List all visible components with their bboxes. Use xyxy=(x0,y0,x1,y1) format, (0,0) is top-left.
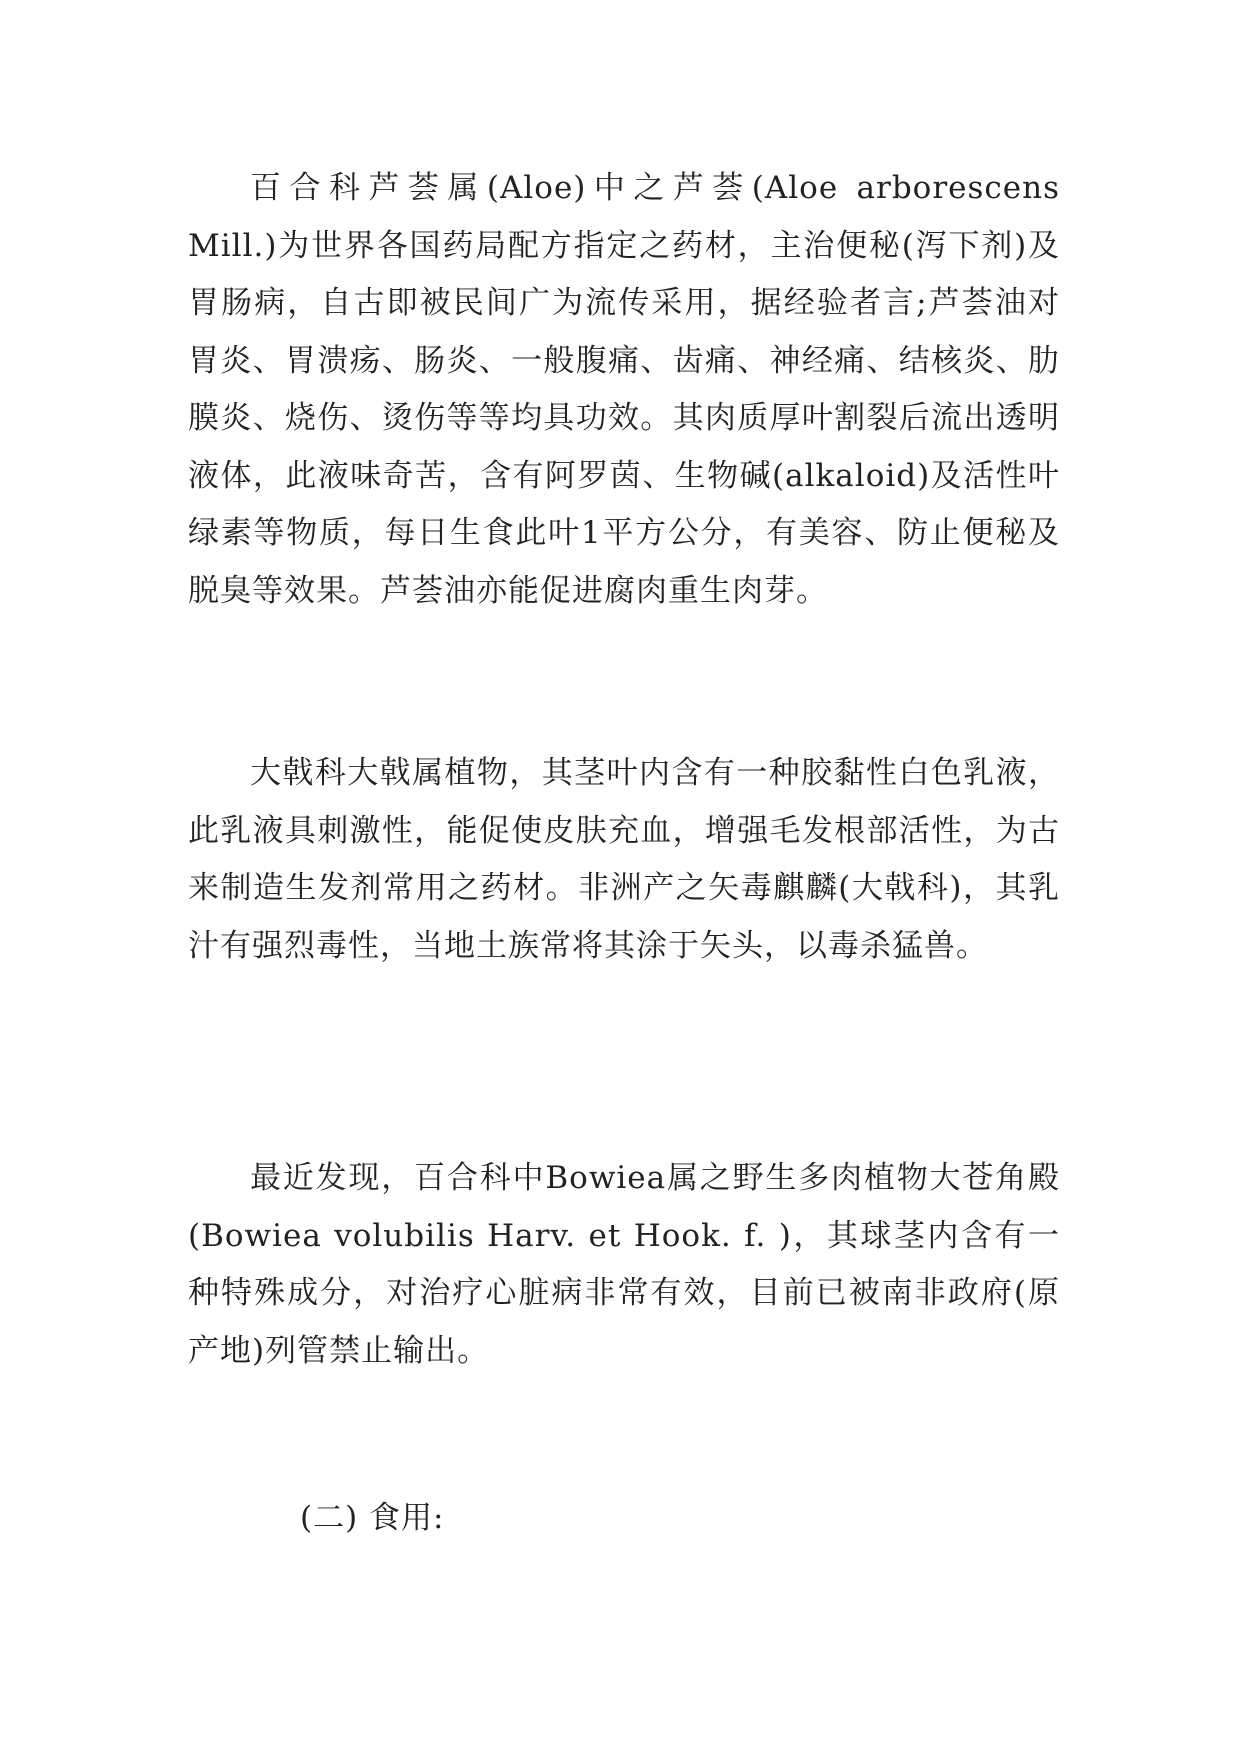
paragraph-aloe: 百合科芦荟属(Aloe)中之芦荟(Aloe arborescens Mill.)为世界各国药局配方指定之药材，主治便秘(泻下剂)及胃肠病，自古即被民间广为流传采用，据经验者言;芦荟油对胃炎、胃溃疡、肠炎、一般腹痛、齿痛、神经痛、结核炎、肋膜炎、烧伤、烫伤等等均具功效。其肉质厚叶割裂后流出透明液体，此液味奇苦，含有阿罗茵、生物碱(alkaloid)及活性叶绿素等物质，每日生食此叶1平方公分，有美容、防止便秘及脱臭等效果。芦荟油亦能促进腐肉重生肉芽。 xyxy=(188,170,1060,609)
paragraph-euphorbia: 大戟科大戟属植物，其茎叶内含有一种胶黏性白色乳液，此乳液具刺激性，能促使皮肤充血，增强毛发根部活性，为古来制造生发剂常用之药材。非洲产之矢毒麒麟(大戟科)，其乳汁有强烈毒性，当地土族常将其涂于矢头，以毒杀猛兽。 xyxy=(188,755,1060,964)
section-heading-food-use: (二) 食用: xyxy=(300,1500,445,1536)
paragraph-bowiea: 最近发现，百合科中Bowiea属之野生多肉植物大苍角殿(Bowiea volubilis Harv. et Hook. f. )，其球茎内含有一种特殊成分，对治疗心脏病非常有效，目前已被南非政府(原产地)列管禁止输出。 xyxy=(188,1160,1060,1369)
